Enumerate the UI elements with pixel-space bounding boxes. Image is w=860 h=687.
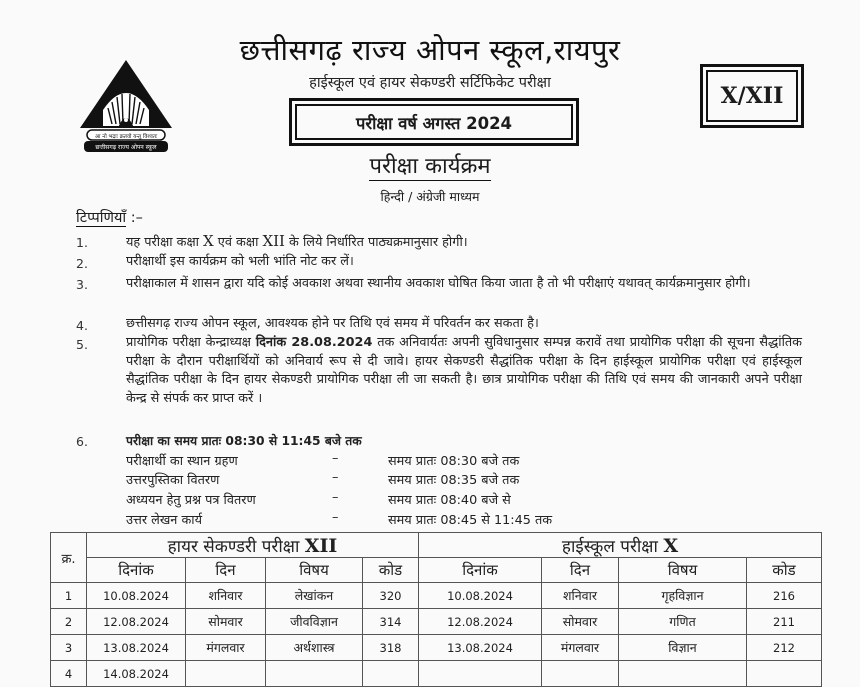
col-code: कोड bbox=[363, 558, 419, 583]
note-number: 1. bbox=[76, 235, 88, 250]
page-title: छत्तीसगढ़ राज्य ओपन स्कूल,रायपुर bbox=[239, 33, 621, 67]
x-group-header: हाईस्कूल परीक्षा X bbox=[419, 533, 822, 558]
school-logo bbox=[78, 58, 174, 154]
note-item: प्रायोगिक परीक्षा केन्द्राध्यक्ष दिनांक 28.08.2024 तक अनिवार्यतः अपनी सुविधानुसार सम्पन्न करावें तथा प्रायोगिक परीक्षा की सूचना सैद्धांतिक परीक्षा के दौरान परीक्षार्थियों को अनिवार्य रूप से दी जावे। हायर सेकण्डरी सैद्धांतिक परीक्षा के दिन हाईस्कूल प्रायोगिक परीक्षा एवं हाईस्कूल सैद्धांतिक परीक्षा के दिन हायर सेकण्डरी प्रायोगिक परीक्षा ली जा सकती है। छात्र प्रायोगिक परीक्षा की तिथि एवं समय की जानकारी अपने परीक्षा केन्द्र से संपर्क कर प्राप्त करें । bbox=[126, 335, 803, 406]
col-day: दिन bbox=[186, 558, 266, 583]
exam-time-note: परीक्षा का समय प्रातः 08:30 से 11:45 बजे तक bbox=[126, 434, 362, 448]
table-row: 4 14.08.2024 bbox=[51, 661, 822, 687]
note-item: छत्तीसगढ़ राज्य ओपन स्कूल, आवश्यक होने पर तिथि एवं समय में परिवर्तन कर सकता है। bbox=[126, 316, 539, 331]
col-subject: विषय bbox=[266, 558, 363, 583]
note-item: यह परीक्षा कक्षा X एवं कक्षा XII के लिये निर्धारित पाठ्यक्रमानुसार होगी। bbox=[126, 232, 468, 250]
page-subtitle: हाईस्कूल एवं हायर सेकण्डरी सर्टिफिकेट परीक्षा bbox=[309, 75, 551, 91]
svg-text:आ नो भद्राः क्रतवो यन्तु विश्व: आ नो भद्राः क्रतवो यन्तु विश्वतः bbox=[94, 134, 158, 140]
class-badge: X/XII bbox=[706, 70, 798, 122]
schedule-row: अध्ययन हेतु प्रश्न पत्र वितरण – समय प्रातः 08:40 बजे से bbox=[126, 490, 511, 508]
notes-heading: टिप्पणियाँ :– bbox=[76, 210, 143, 226]
exam-year-box bbox=[289, 98, 579, 146]
svg-text:छत्तीसगढ़ राज्य ओपन स्कूल: छत्तीसगढ़ राज्य ओपन स्कूल bbox=[95, 144, 157, 151]
note-item: परीक्षार्थी इस कार्यक्रम को भली भांति नोट कर लें। bbox=[126, 254, 354, 269]
exam-year: परीक्षा वर्ष अगस्त 2024 bbox=[295, 104, 573, 140]
sr-header: क्र. bbox=[51, 533, 87, 583]
class-badge-box bbox=[700, 64, 804, 128]
table-row: 1 10.08.2024 शनिवार लेखांकन 320 10.08.2024 शनिवार गृहविज्ञान 216 bbox=[51, 583, 822, 609]
xii-group-header: हायर सेकण्डरी परीक्षा XII bbox=[87, 533, 419, 558]
note-number: 5. bbox=[76, 337, 88, 352]
note-number: 6. bbox=[76, 434, 88, 449]
note-number: 4. bbox=[76, 318, 88, 333]
note-number: 2. bbox=[76, 256, 88, 271]
table-row: 3 13.08.2024 मंगलवार अर्थशास्त्र 318 13.08.2024 मंगलवार विज्ञान 212 bbox=[51, 635, 822, 661]
open-school-emblem-icon bbox=[78, 58, 174, 154]
note-number: 3. bbox=[76, 277, 88, 292]
medium-label: हिन्दी / अंग्रेजी माध्यम bbox=[380, 189, 480, 204]
programme-title: परीक्षा कार्यक्रम bbox=[369, 154, 491, 179]
schedule-row: उत्तरपुस्तिका वितरण – समय प्रातः 08:35 बजे तक bbox=[126, 470, 520, 488]
table-row: 2 12.08.2024 सोमवार जीवविज्ञान 314 12.08.2024 सोमवार गणित 211 bbox=[51, 609, 822, 635]
note-item: परीक्षाकाल में शासन द्वारा यदि कोई अवकाश अथवा स्थानीय अवकाश घोषित किया जाता है तो भी परीक्षाएं यथावत् कार्यक्रमानुसार होगी। bbox=[126, 276, 751, 291]
schedule-row: परीक्षार्थी का स्थान ग्रहण – समय प्रातः 08:30 बजे तक bbox=[126, 451, 520, 469]
col-date: दिनांक bbox=[87, 558, 186, 583]
col-subject: विषय bbox=[619, 558, 747, 583]
exam-schedule-table bbox=[50, 532, 822, 687]
col-code: कोड bbox=[747, 558, 822, 583]
schedule-row: उत्तर लेखन कार्य – समय प्रातः 08:45 से 11:45 तक bbox=[126, 510, 553, 528]
col-date: दिनांक bbox=[419, 558, 542, 583]
col-day: दिन bbox=[542, 558, 619, 583]
